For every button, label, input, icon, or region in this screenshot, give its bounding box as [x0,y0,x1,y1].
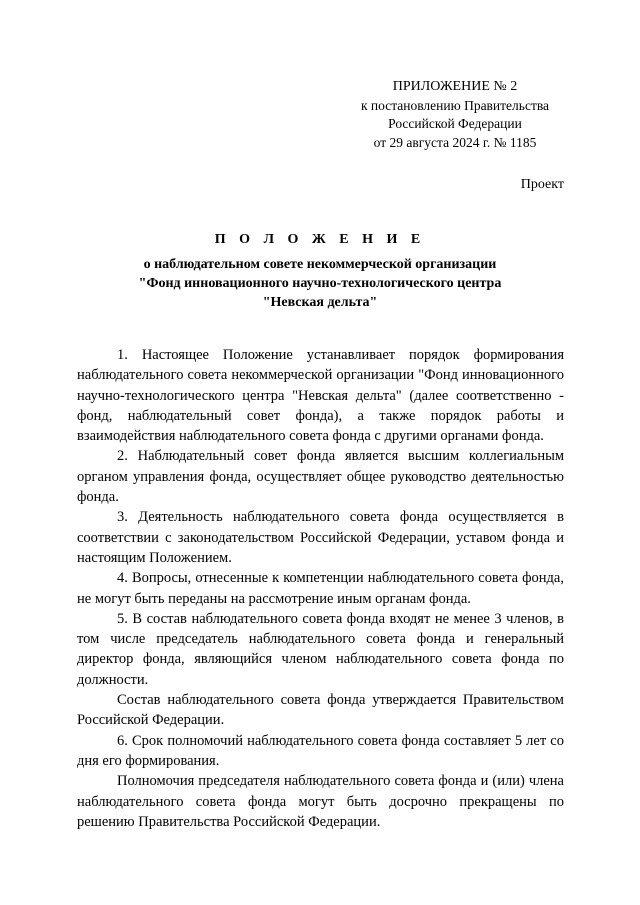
paragraph-5: 5. В состав наблюдательного совета фонда входят не менее 3 членов, в том числе председатель наблюдательного совета фонда и генеральный директор фонда, являющийся членом наблюдательного совета фонда по должности. [77,610,564,688]
appendix-line-2: Российской Федерации [388,116,522,131]
document-subtitle [60,255,580,312]
appendix-title: ПРИЛОЖЕНИЕ № 2 [392,79,518,94]
paragraph-1: 1. Настоящее Положение устанавливает порядок формирования наблюдательного совета некоммерческой организации "Фонд инновационного научно-технологического центра "Невская дельта" (далее соответственно - фонд, наблюдательный совет фонда), а также порядок работы и взаимодействия наблюдательного совета фонда с другими органами фонда. [77,347,564,445]
paragraph-4: 4. Вопросы, отнесенные к компетенции наблюдательного совета фонда, не могут быть переданы на рассмотрение иным органам фонда. [77,570,564,607]
paragraph-2: 2. Наблюдательный совет фонда является высшим коллегиальным органом управления фонда, осуществляет общее руководство деятельностью фонда. [77,448,564,506]
paragraph-3: 3. Деятельность наблюдательного совета фонда осуществляется в соответствии с законодательством Российской Федерации, уставом фонда и настоящим Положением. [77,509,564,566]
appendix-header [340,78,570,152]
appendix-line-1: к постановлению Правительства [360,97,550,113]
subtitle-line-2: "Фонд инновационного научно-технологического центра [138,276,502,291]
subtitle-line-3: "Невская дельта" [262,295,378,310]
subtitle-line-1: о наблюдательном совете некоммерческой организации [143,257,497,272]
document-body [77,345,564,832]
paragraph-5-continuation: Состав наблюдательного совета фонда утверждается Правительством Российской Федерации. [77,692,564,729]
document-title: П О Л О Ж Е Н И Е [214,232,426,247]
project-label: Проект [520,177,564,192]
paragraph-6: 6. Срок полномочий наблюдательного совета фонда составляет 5 лет со дня его формирования. [77,732,564,769]
appendix-line-3: от 29 августа 2024 г. № 1185 [373,134,537,150]
paragraph-6-continuation: Полномочия председателя наблюдательного совета фонда и (или) члена наблюдательного совета фонда могут быть досрочно прекращены по решению Правительства Российской Федерации. [77,773,564,830]
